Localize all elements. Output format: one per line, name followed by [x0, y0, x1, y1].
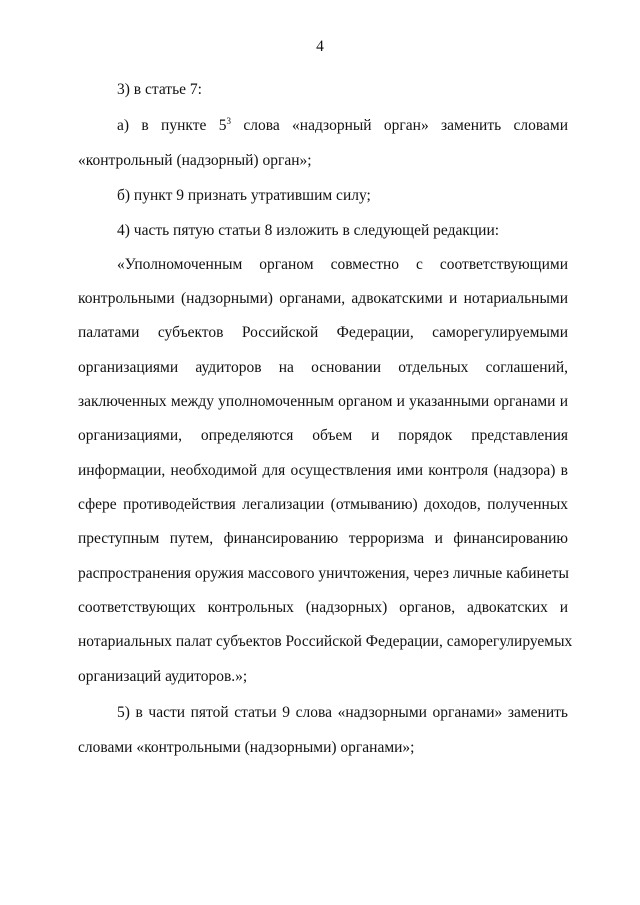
item-4-heading: 4) часть пятую статьи 8 изложить в следующей редакции:: [117, 222, 500, 239]
quote-line: информации, необходимой для осуществления ими контроля (надзора) в: [78, 462, 568, 479]
quote-line: палатами субъектов Российской Федерации, саморегулируемыми: [78, 324, 568, 341]
quote-line: нотариальных палат субъектов Российской Федерации, саморегулируемых: [78, 633, 573, 650]
item-3a-line-1: [117, 116, 568, 136]
quote-line-last: организаций аудиторов.»;: [78, 668, 248, 685]
item-3a-text-cont: слова «надзорный орган» заменить словами: [230, 117, 568, 134]
quote-line: заключенных между уполномоченным органом и указанными органами и: [78, 393, 568, 410]
quote-line: преступным путем, финансированию терроризма и финансированию: [78, 530, 568, 547]
item-3-heading: 3) в статье 7:: [117, 81, 202, 98]
quote-line: сфере противодействия легализации (отмыванию) доходов, полученных: [78, 496, 568, 513]
quote-line: «Уполномоченным органом совместно с соответствующими: [117, 256, 568, 273]
item-5-line-2: словами «контрольными (надзорными) органами»;: [78, 739, 415, 756]
item-3b: б) пункт 9 признать утратившим силу;: [117, 187, 371, 204]
page-number: 4: [316, 38, 324, 55]
quote-line: распространения оружия массового уничтожения, через личные кабинеты: [78, 565, 569, 582]
item-5-line-1: 5) в части пятой статьи 9 слова «надзорными органами» заменить: [117, 704, 568, 721]
quote-line: соответствующих контрольных (надзорных) органов, адвокатских и: [78, 599, 568, 616]
quote-line: контрольными (надзорными) органами, адвокатскими и нотариальными: [78, 290, 568, 307]
quote-line: организациями аудиторов на основании отдельных соглашений,: [78, 359, 568, 376]
item-3a-line-2: «контрольный (надзорный) орган»;: [78, 152, 312, 169]
quote-line: организациями, определяются объем и порядок представления: [78, 427, 568, 444]
item-3a-text: а) в пункте 5: [117, 117, 227, 134]
item-3a-superscript: 3: [226, 116, 231, 126]
